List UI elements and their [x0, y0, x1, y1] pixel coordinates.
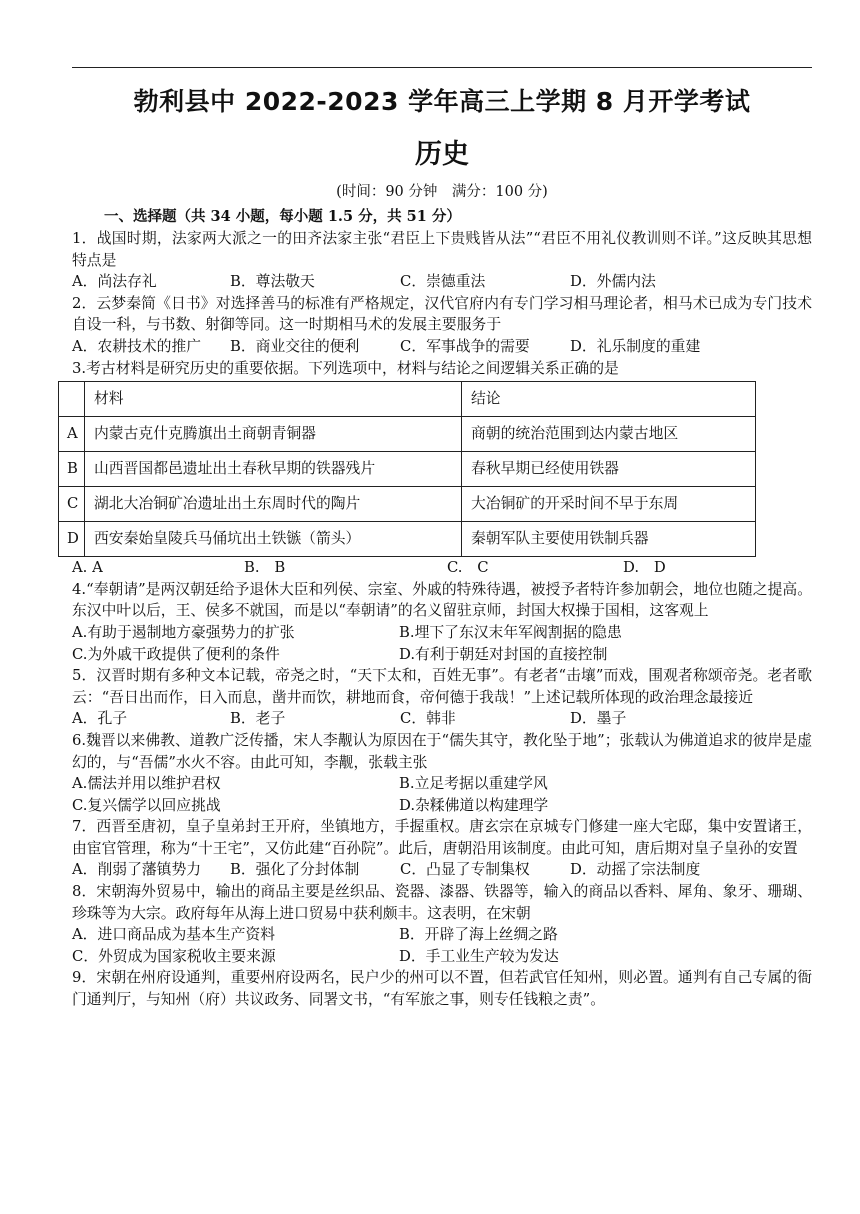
table-cell: 春秋早期已经使用铁器: [462, 452, 756, 487]
question-1-stem: 1．战国时期，法家两大派之一的田齐法家主张“君臣上下贵贱皆从法”“君臣不用礼仪教训则不详。”这反映其思想特点是: [72, 230, 812, 269]
option: A．尚法存礼: [72, 273, 157, 291]
question-6-stem: 6.魏晋以来佛教、道教广泛传播，宋人李觏认为原因在于“儒失其守，教化坠于地”；张载认为佛道追求的彼岸是虚幻的，与“吾儒”水火不容。由此可知，李觏，张载主张: [72, 731, 812, 771]
option: D．动摇了宗法制度: [570, 861, 701, 879]
question-1-options: [72, 271, 812, 293]
option: B.立足考据以重建学风: [399, 775, 548, 793]
question-4-stem: 4.“奉朝请”是两汉朝廷给予退休大臣和列侯、宗室、外戚的特殊待遇，被授予者特许参加朝会，地位也随之提高。东汉中叶以后，王、侯多不就国，而是以“奉朝请”的名义留驻京师，封国大权操于国相，这客观上: [72, 580, 812, 620]
option: B. B: [244, 559, 286, 577]
question-7-options: [72, 859, 812, 881]
option: D. D: [623, 559, 666, 577]
option: B．商业交往的便利: [230, 337, 360, 355]
option: B．开辟了海上丝绸之路: [399, 926, 558, 944]
question-6-options: [72, 795, 812, 817]
table-cell: 大冶铜矿的开采时间不早于东周: [462, 487, 756, 522]
option: C.为外戚干政提供了便利的条件: [72, 645, 280, 663]
table-row: [59, 522, 756, 557]
question-7-stem: 7．西晋至唐初，皇子皇弟封王开府，坐镇地方，手握重权。唐玄宗在京城专门修建一座大宅邸，集中安置诸王，由宦官管理，称为“十王宅”，又仿此建“百孙院”。此后，唐朝沿用该制度。由此可知，唐后期对皇子皇孙的安置: [72, 818, 812, 857]
question-3-table: [58, 381, 756, 557]
table-cell: D: [59, 522, 85, 557]
option: B．老子: [230, 710, 286, 728]
option: B．强化了分封体制: [230, 861, 360, 879]
option: D.有利于朝廷对封国的直接控制: [399, 645, 608, 663]
subject-title: 历史: [415, 139, 469, 170]
option: C．军事战争的需要: [400, 337, 530, 355]
questions: [67, 228, 812, 1011]
option: C. C: [447, 559, 489, 577]
option: B．尊法敬天: [230, 273, 315, 291]
table-cell: C: [59, 487, 85, 522]
table-cell: 秦朝军队主要使用铁制兵器: [462, 522, 756, 557]
section-heading: 一、选择题（共 34 小题，每小题 1.5 分，共 51 分）: [104, 208, 461, 225]
option: A. A: [72, 559, 103, 577]
question-4-options: [72, 644, 812, 666]
table-cell: 西安秦始皇陵兵马俑坑出土铁镞（箭头）: [85, 522, 462, 557]
question-8-stem: 8．宋朝海外贸易中，输出的商品主要是丝织品、瓷器、漆器、铁器等，输入的商品以香料、犀角、象牙、珊瑚、珍珠等为大宗。政府每年从海上进口贸易中获利颇丰。这表明，在宋朝: [72, 883, 812, 922]
option: A．孔子: [72, 710, 128, 728]
table-row: [59, 452, 756, 487]
question-8-options: [72, 946, 812, 968]
header-rule: [72, 67, 812, 68]
table-cell: A: [59, 417, 85, 452]
option: D．墨子: [570, 710, 627, 728]
option: A．农耕技术的推广: [72, 337, 202, 355]
option: C.复兴儒学以回应挑战: [72, 796, 221, 814]
option: D.杂糅佛道以构建理学: [399, 796, 549, 814]
option: A．削弱了藩镇势力: [72, 861, 202, 879]
option: C．外贸成为国家税收主要来源: [72, 947, 276, 965]
table-cell: [59, 382, 85, 417]
question-2-options: [72, 336, 812, 358]
question-3-stem: 3.考古材料是研究历史的重要依据。下列选项中，材料与结论之间逻辑关系正确的是: [72, 359, 619, 377]
option: C．韩非: [400, 710, 456, 728]
option: D．手工业生产较为发达: [399, 947, 559, 965]
question-5-stem: 5．汉晋时期有多种文本记载，帝尧之时，“天下太和，百姓无事”。有老者“击壤”而戏，围观者称颂帝尧。老者歌云：“吾日出而作，日入而息，凿井而饮，耕地而食，帝何德于我哉！”上述记载所体现的政治理念最接近: [72, 667, 812, 706]
option: A.儒法并用以维护君权: [72, 775, 221, 793]
option: D．礼乐制度的重建: [570, 337, 701, 355]
table-cell: 湖北大冶铜矿冶遗址出土东周时代的陶片: [85, 487, 462, 522]
option: C．崇德重法: [400, 273, 486, 291]
table-row: [59, 487, 756, 522]
table-cell: 商朝的统治范围到达内蒙古地区: [462, 417, 756, 452]
exam-title: 勃利县中 2022-2023 学年高三上学期 8 月开学考试: [133, 87, 751, 116]
question-9-stem: 9．宋朝在州府设通判，重要州府设两名，民户少的州可以不置，但若武官任知州，则必置。通判有自己专属的衙门通判厅，与知州（府）共议政务、同署文书，“有军旅之事，则专任钱粮之责”。: [72, 969, 812, 1009]
table-cell: B: [59, 452, 85, 487]
table-cell: 结论: [462, 382, 756, 417]
table-cell: 内蒙古克什克腾旗出土商朝青铜器: [85, 417, 462, 452]
time-info: (时间：90 分钟 满分：100 分): [336, 184, 548, 200]
option: B.埋下了东汉末年军阀割据的隐患: [399, 623, 622, 641]
table-header-row: [59, 382, 756, 417]
option: A．进口商品成为基本生产资料: [72, 926, 276, 944]
option: C．凸显了专制集权: [400, 861, 530, 879]
option: A.有助于遏制地方豪强势力的扩张: [72, 623, 295, 641]
table-row: [59, 417, 756, 452]
option: D．外儒内法: [570, 273, 656, 291]
question-4-options: [72, 622, 812, 644]
table-cell: 材料: [85, 382, 462, 417]
question-2-stem: 2．云梦秦简《日书》对选择善马的标准有严格规定，汉代官府内有专门学习相马理论者，相马术已成为专门技术自设一科，与书数、射御等同。这一时期相马术的发展主要服务于: [72, 294, 812, 334]
question-5-options: [72, 708, 812, 730]
question-8-options: [72, 924, 812, 946]
question-3-options: [72, 557, 812, 579]
question-6-options: [72, 773, 812, 795]
table-cell: 山西晋国都邑遗址出土春秋早期的铁器残片: [85, 452, 462, 487]
